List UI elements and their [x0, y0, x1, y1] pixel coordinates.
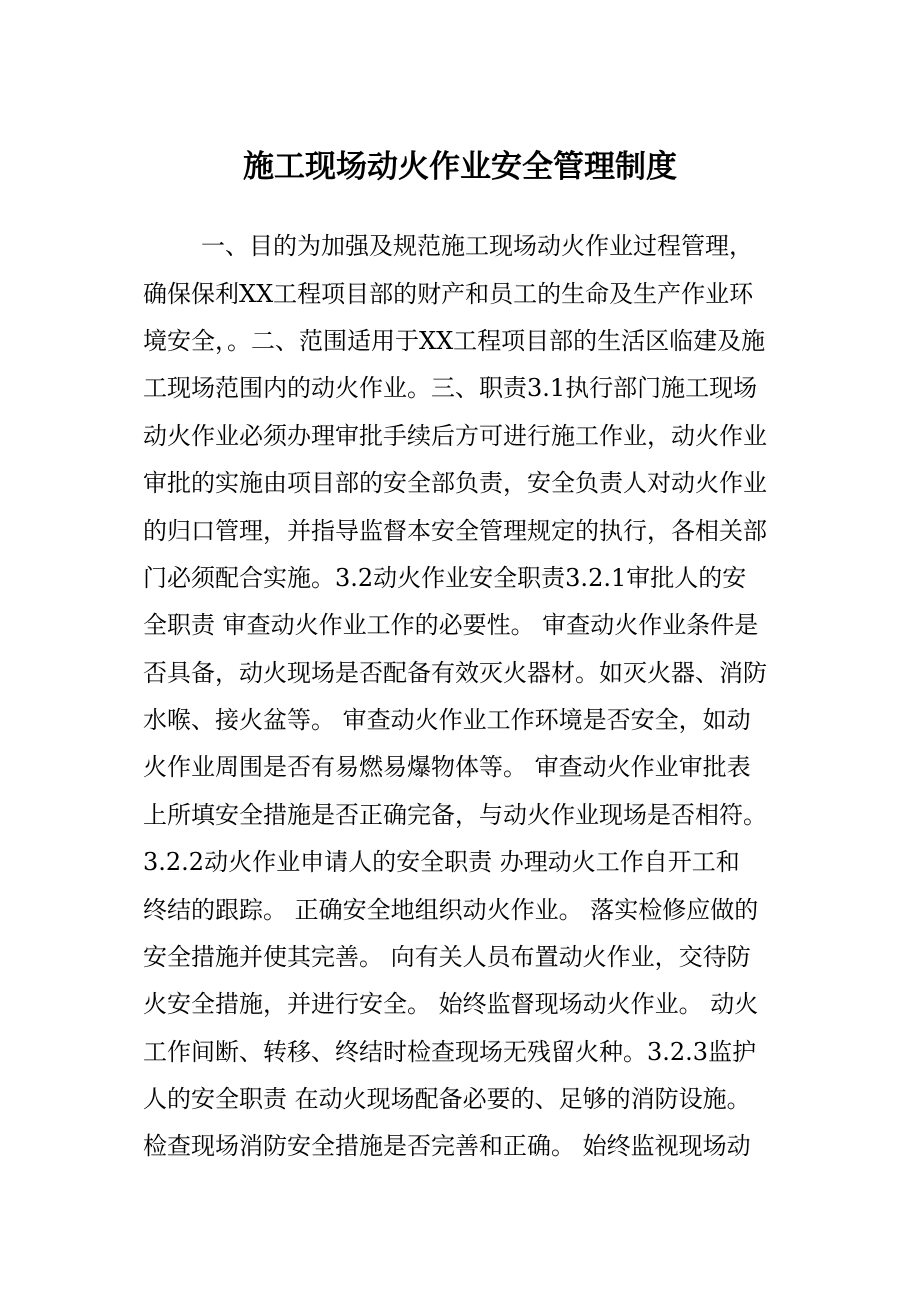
body-line: 3.2.2动火作业申请人的安全职责 办理动火工作自开工和: [143, 848, 740, 876]
document-title: 施工现场动火作业安全管理制度: [243, 149, 677, 185]
body-line: 上所填安全措施是否正确完备，与动火作业现场是否相符。: [143, 801, 767, 829]
body-line: 火安全措施，并进行安全。 始终监督现场动火作业。 动火: [143, 990, 759, 1018]
body-line: 安全措施并使其完善。 向有关人员布置动火作业，交待防: [143, 943, 751, 971]
body-line: 全职责 审查动火作业工作的必要性。 审查动火作业条件是: [143, 611, 759, 639]
body-line: 水喉、接火盆等。 审查动火作业工作环境是否安全，如动: [143, 706, 751, 734]
body-line: 火作业周围是否有易燃易爆物体等。 审查动火作业审批表: [143, 753, 751, 781]
body-line: 审批的实施由项目部的安全部负责，安全负责人对动火作业: [143, 469, 767, 497]
body-line: 终结的跟踪。 正确安全地组织动火作业。 落实检修应做的: [143, 896, 759, 924]
body-line: 确保保利XX工程项目部的财产和员工的生命及生产作业环: [143, 280, 754, 308]
body-line: 门必须配合实施。3.2动火作业安全职责3.2.1审批人的安: [143, 564, 747, 592]
body-line: 境安全，。二、范围适用于XX工程项目部的生活区临建及施: [143, 327, 766, 355]
body-line: 人的安全职责 在动火现场配备必要的、足够的消防设施。: [143, 1085, 751, 1113]
body-line: 否具备，动火现场是否配备有效灭火器材。如灭火器、消防: [143, 659, 767, 687]
body-line: 动火作业必须办理审批手续后方可进行施工作业，动火作业: [143, 422, 767, 450]
body-line: 检查现场消防安全措施是否完善和正确。 始终监视现场动: [143, 1132, 751, 1160]
body-line: 工现场范围内的动火作业。三、职责3.1执行部门施工现场: [143, 374, 758, 402]
body-line: 一、目的为加强及规范施工现场动火作业过程管理，: [201, 232, 753, 260]
body-line: 工作间断、转移、终结时检查现场无残留火种。3.2.3监护: [143, 1038, 757, 1066]
body-line: 的归口管理，并指导监督本安全管理规定的执行，各相关部: [143, 517, 767, 545]
